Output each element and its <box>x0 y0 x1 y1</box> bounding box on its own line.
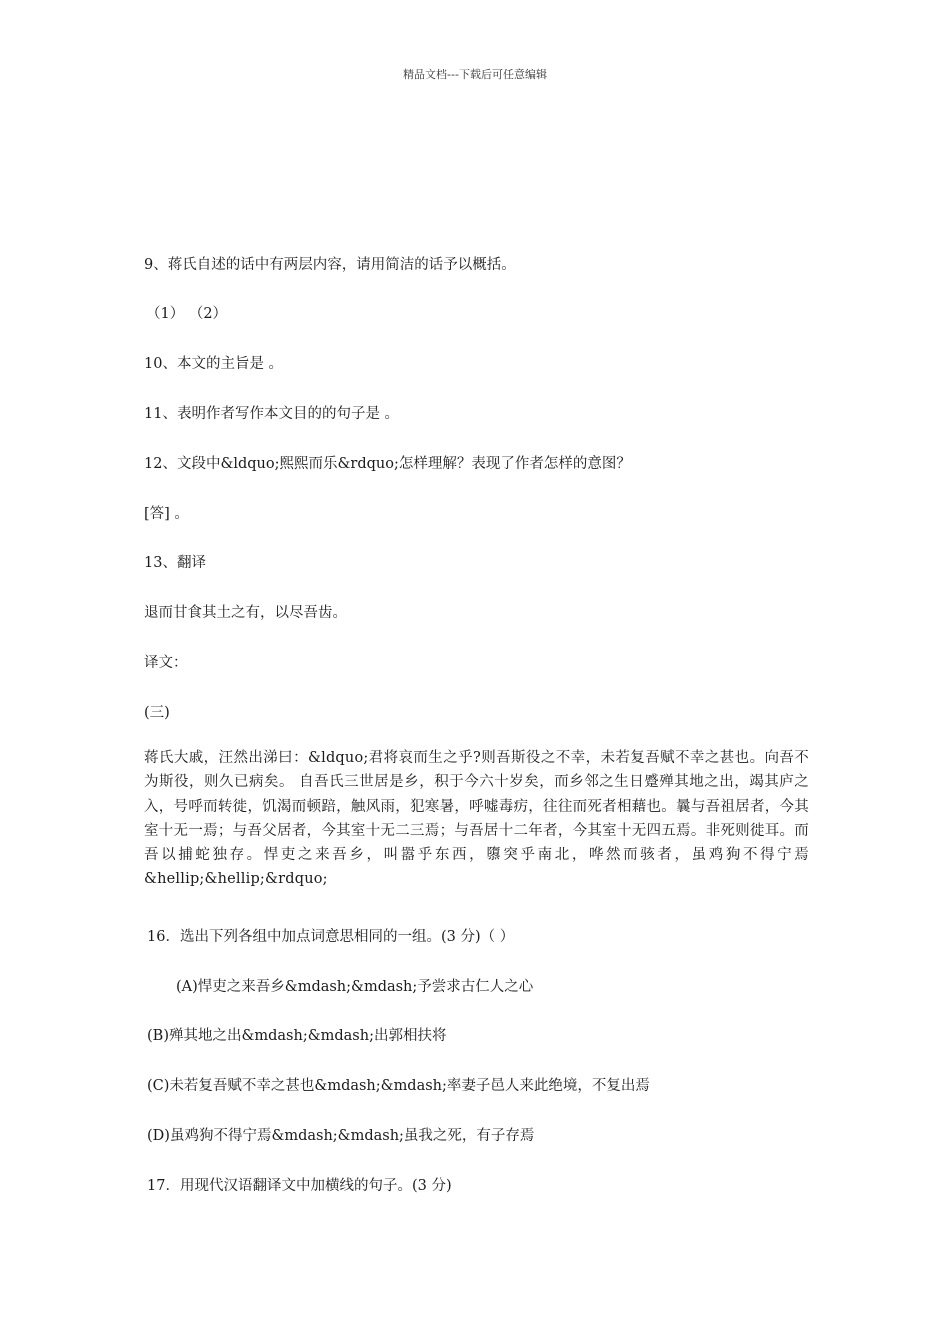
page-header: 精品文档---下载后可任意编辑 <box>403 68 547 81</box>
section-3-label: (三) <box>144 705 170 721</box>
question-17-stem: 17．用现代汉语翻译文中加横线的句子。(3 分) <box>147 1178 452 1194</box>
question-16-option-b: (B)殚其地之出&mdash;&mdash;出郭相扶将 <box>147 1028 447 1044</box>
question-12-answer: [答] 。 <box>144 506 189 522</box>
question-12: 12、文段中&ldquo;熙熙而乐&rdquo;怎样理解？表现了作者怎样的意图？ <box>144 456 631 472</box>
question-11: 11、表明作者写作本文目的的句子是 。 <box>144 406 400 422</box>
question-9-blanks: （1） （2） <box>146 306 228 322</box>
section-3-passage: 蒋氏大戚，汪然出涕曰：&ldquo;君将哀而生之乎?则吾斯役之不幸，未若复吾赋不幸之甚也。向吾不为斯役，则久已病矣。 自吾氏三世居是乡，积于今六十岁矣，而乡邻之生日蹙殚其地之出，竭其庐之入，号呼而转徙，饥渴而顿踣，触风雨，犯寒暑，呼嘘毒疠，往往而死者相藉也。曩与吾祖居者，今其室十无一焉；与吾父居者，今其室十无二三焉；与吾居十二年者，今其室十无四五焉。非死则徙耳。而吾以捕蛇独存。悍吏之来吾乡，叫嚣乎东西，隳突乎南北，哗然而骇者，虽鸡狗不得宁焉&hellip;&hellip;&rdquo; <box>144 750 809 888</box>
question-16-option-c: (C)未若复吾赋不幸之甚也&mdash;&mdash;率妻子邑人来此绝境，不复出焉 <box>147 1078 650 1094</box>
question-13-sentence: 退而甘食其土之有，以尽吾齿。 <box>144 605 347 621</box>
question-13: 13、翻译 <box>144 555 206 571</box>
question-16-option-a: (A)悍吏之来吾乡&mdash;&mdash;予尝求古仁人之心 <box>176 979 534 995</box>
question-13-translation-label: 译文： <box>144 655 188 671</box>
question-10: 10、本文的主旨是 。 <box>144 356 284 372</box>
question-9: 9、蒋氏自述的话中有两层内容，请用简洁的话予以概括。 <box>144 257 516 273</box>
question-16-option-d: (D)虽鸡狗不得宁焉&mdash;&mdash;虽我之死，有子存焉 <box>147 1128 535 1144</box>
question-16-stem: 16．选出下列各组中加点词意思相同的一组。(3 分)（ ） <box>147 929 515 945</box>
